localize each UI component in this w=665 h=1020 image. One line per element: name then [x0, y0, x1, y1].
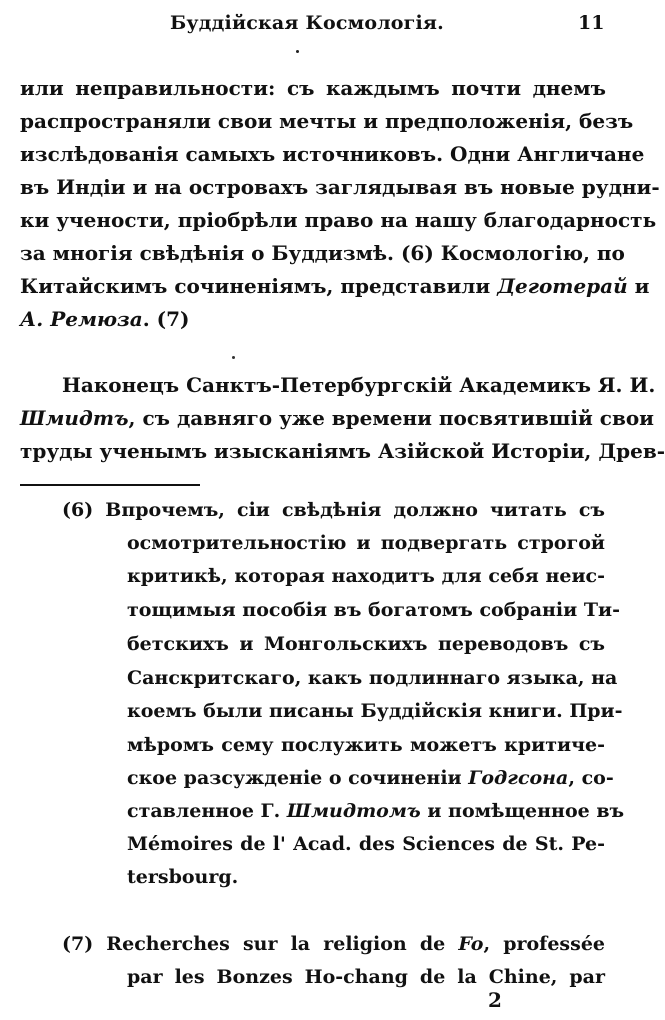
page-number: 11 — [578, 12, 605, 34]
footnote-line — [127, 764, 614, 792]
text-line: изслѣдованія самыхъ источниковъ. Одни Англичане — [20, 142, 645, 166]
work-title-italic: Fo — [458, 933, 484, 955]
text-line: или неправильности: съ каждымъ почти днемъ — [20, 76, 606, 100]
text-run: . (7) — [142, 307, 190, 331]
text-line: распространяли свои мечты и предположенія, безъ — [20, 109, 634, 133]
footnote-line: tersbourg. — [127, 866, 239, 888]
text-line — [20, 272, 650, 300]
text-run: и помѣщенное въ — [420, 800, 625, 822]
text-line: за многія свѣдѣнія о Буддизмѣ. (6) Космологію, по — [20, 241, 625, 265]
footnote-line: критикѣ, которая находитъ для себя неис- — [127, 565, 605, 587]
footnote-line: коемъ были писаны Буддійскія книги. При- — [127, 700, 623, 722]
footnote-line: (6) Впрочемъ, сіи свѣдѣнія должно читать съ — [62, 499, 605, 521]
footnote-separator — [20, 484, 200, 486]
footnote-line: par les Bonzes Ho-chang de la Chine, par — [127, 966, 605, 988]
text-line: ки учености, пріобрѣли право на нашу благодарность — [20, 208, 657, 232]
signature-mark: 2 — [488, 988, 502, 1012]
text-line: въ Индіи и на островахъ заглядывая въ новые рудни- — [20, 175, 660, 199]
footnote-line: бетскихъ и Монгольскихъ переводовъ съ — [127, 633, 605, 655]
footnote-line — [127, 797, 625, 825]
author-name-italic: А. Ремюза — [20, 307, 143, 331]
text-run: , со- — [568, 767, 614, 789]
ink-speck — [232, 356, 235, 359]
text-line: труды ученымъ изысканіямъ Азійской Исторіи, Древ- — [20, 439, 665, 463]
text-run: ское разсужденіе о сочиненіи — [127, 767, 469, 789]
author-name-italic: Деготерай — [497, 274, 628, 298]
text-run: , professée — [483, 933, 605, 955]
text-run: , съ давняго уже времени посвятившій свои — [128, 406, 655, 430]
author-name-italic: Шмидтомъ — [286, 800, 421, 822]
ink-speck — [296, 50, 299, 53]
text-run: ставленное Г. — [127, 800, 287, 822]
footnote-line — [62, 930, 605, 958]
footnote-line: Mémoires de l' Acad. des Sciences de St. Pe- — [127, 833, 605, 855]
text-line: Наконецъ Санктъ-Петербургскій Академикъ Я. И. — [62, 373, 656, 397]
footnote-line: мѣромъ сему послужить можетъ критиче- — [127, 734, 605, 756]
footnote-line: осмотрительностію и подвергать строгой — [127, 532, 605, 554]
footnote-line: тощимыя пособія въ богатомъ собраніи Ти- — [127, 599, 620, 621]
footnote-line: Санскритскаго, какъ подлиннаго языка, на — [127, 667, 618, 689]
author-name-italic: Шмидтъ — [20, 406, 129, 430]
text-line — [20, 404, 655, 432]
text-run: и — [627, 274, 650, 298]
running-header — [0, 8, 620, 38]
text-run: (7) Recherches sur la religion de — [62, 933, 459, 955]
text-run: Китайскимъ сочиненіямъ, представили — [20, 274, 498, 298]
text-line — [20, 305, 606, 333]
running-title: Буддійская Космологія. — [170, 12, 444, 34]
author-name-italic: Годгсона — [468, 767, 569, 789]
